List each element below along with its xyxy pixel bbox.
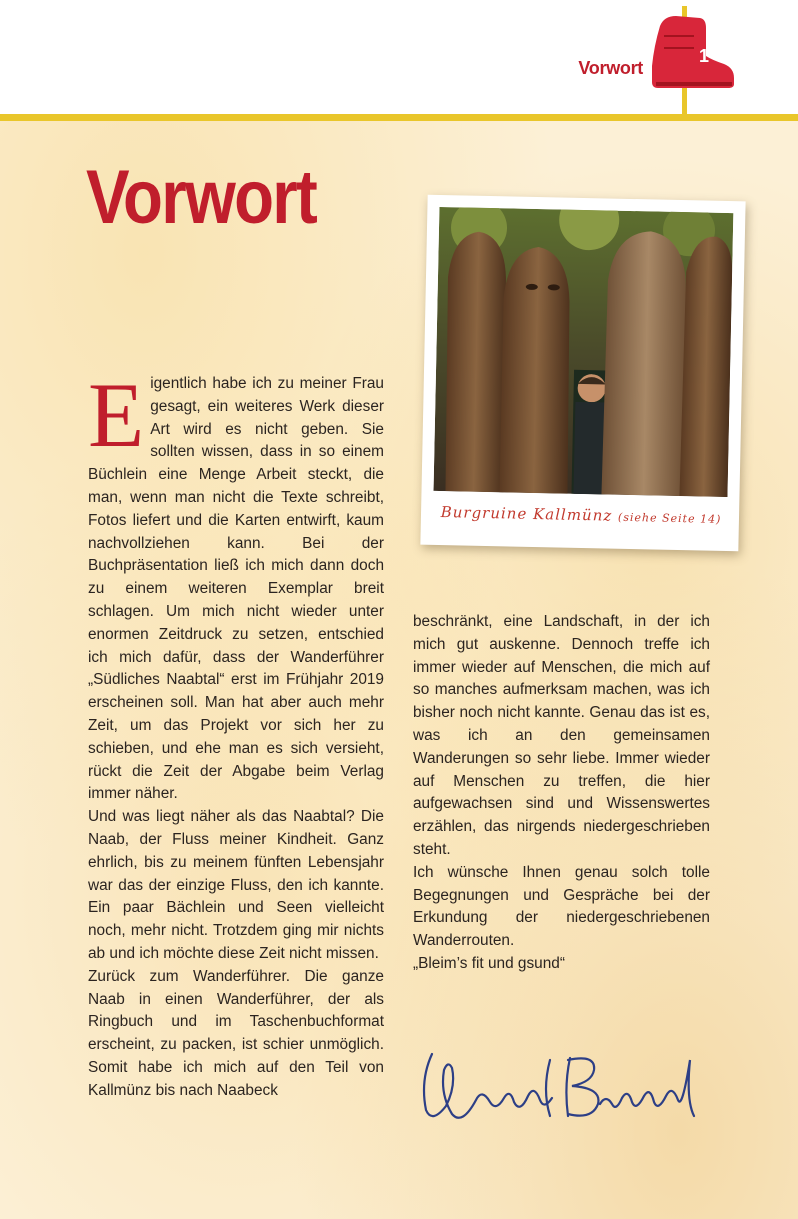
paragraph: igentlich habe ich zu meiner Frau gesagt, ein weiteres Werk dieser Art wird es nicht geben. Sie sollten wissen, dass in so einem Büchlein eine Menge Arbeit steckt, die man, wenn man nicht die Texte schreibt, Fotos liefert und die Karten entwirft, kaum nachvollziehen kann. Bei der Buchpräsentation ließ ich mich dann doch zu einem weiteren Exemplar breit schlagen. Um mich nicht wieder unter enormen Zeitdruck zu setzen, entschied ich mich dafür, dass der Wanderführer „Südliches Naabtal“ erst im Frühjahr 2019 erscheinen soll. Man hat aber auch mehr Zeit, um das Projekt vor sich her zu schieben, und ehe man es sich versieht, rückt die Zeit der Abgabe beim Verlag immer näher. xyxy=(88,375,384,803)
sculpture-photo xyxy=(433,207,733,497)
photo-caption xyxy=(431,503,731,527)
caption-reference: (siehe Seite 14) xyxy=(617,510,722,526)
paragraph: beschränkt, eine Landschaft, in der ich mich gut auskenne. Dennoch treffe ich immer wieder auf Menschen, die mich auf so manches aufmerksam machen, was ich bisher noch nicht kannte. Genau das ist es, was ich an den gemeinsamen Wanderungen so sehr liebe. Immer wieder auf Menschen zu treffen, die hier aufgewachsen sind und Wissenswertes erzählen, das nirgends niedergeschrieben steht. xyxy=(413,613,710,858)
drop-cap: E xyxy=(88,364,145,466)
page-title: Vorwort xyxy=(86,155,317,240)
paragraph: Und was liegt näher als das Naabtal? Die Naab, der Fluss meiner Kindheit. Ganz ehrlich, bis zu meinem fünften Lebensjahr war das der einzige Fluss, den ich kannte. Ein paar Bächlein und Seen vielleicht noch, mehr nicht. Trotzdem ging mir nichts ab und ich möchte diese Zeit nicht missen. xyxy=(88,808,384,962)
photo-frame xyxy=(420,195,745,552)
closing-quote: „Bleim’s fit und gsund“ xyxy=(413,954,565,972)
page-number: 1 xyxy=(698,46,709,66)
text-column-right xyxy=(413,611,710,976)
section-label: Vorwort xyxy=(578,58,643,78)
paragraph: Zurück zum Wanderführer. Die ganze Naab in einen Wanderführer, der als Ringbuch und im Taschenbuchformat erscheint, zu packen, ist schier unmöglich. Somit habe ich mich auf den Teil von Kallmünz bis nach Naabeck xyxy=(88,967,384,1099)
text-column-left xyxy=(88,364,384,1103)
hiking-boot-icon xyxy=(642,6,742,116)
caption-text: Burgruine Kallmünz xyxy=(440,503,613,525)
author-signature xyxy=(410,1040,710,1130)
paragraph: Ich wünsche Ihnen genau solch tolle Begegnungen und Gespräche bei der Erkundung der niedergeschriebenen Wanderrouten. xyxy=(413,863,710,950)
